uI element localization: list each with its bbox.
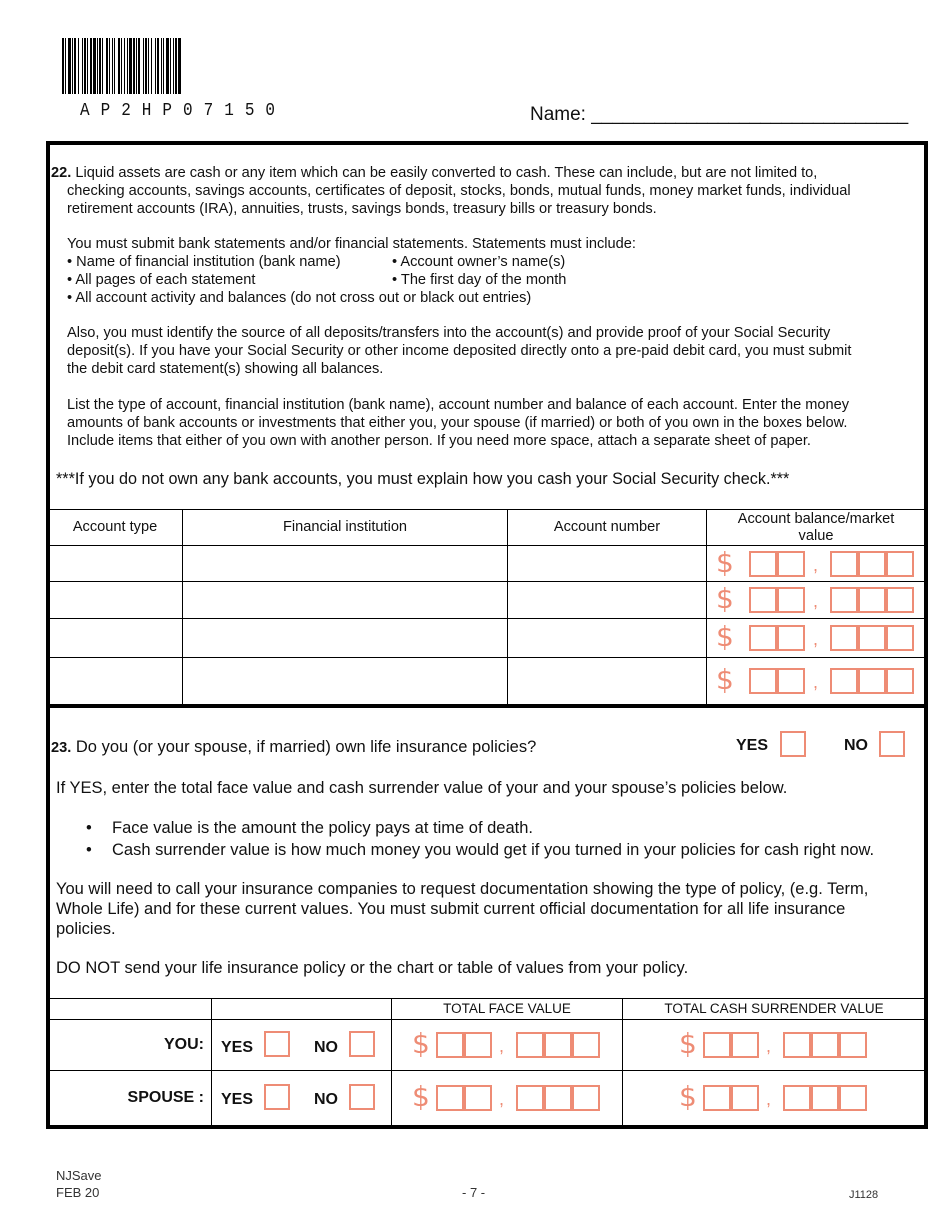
balance-entry-row-1[interactable]: $ ,: [716, 549, 916, 579]
barcode-text: AP2HP07150: [80, 100, 287, 121]
insurance-table-header-rule: [48, 1019, 926, 1020]
row-you-label: YOU:: [164, 1036, 204, 1053]
accounts-table-row-rule: [48, 581, 926, 582]
accounts-table-top-rule: [48, 509, 926, 510]
q23-yes-checkbox[interactable]: [780, 731, 806, 757]
q22-list-line3: Include items that either of you own with another person. If you need more space, attach a separate sheet of paper.: [67, 433, 811, 449]
you-face-value-entry[interactable]: $ ,: [412, 1030, 612, 1060]
accounts-table-row-rule: [48, 657, 926, 658]
accounts-table-col-rule: [507, 509, 508, 706]
you-yes-checkbox[interactable]: [264, 1031, 290, 1057]
insurance-table-row-rule: [48, 1070, 926, 1071]
q23-call-line1: You will need to call your insurance companies to request documentation showing the type of policy, (e.g. Term,: [56, 880, 869, 898]
q22-also-line2: deposit(s). If you have your Social Security or other income deposited directly onto a pre-paid debit card, you must submit: [67, 343, 852, 359]
col-total-face-value: TOTAL FACE VALUE: [443, 1001, 571, 1016]
row-spouse-label: SPOUSE :: [127, 1089, 204, 1106]
spouse-face-value-entry[interactable]: $ ,: [412, 1083, 612, 1113]
footer-date: FEB 20: [56, 1185, 100, 1200]
q22-bullet-owner-name: • Account owner’s name(s): [392, 254, 566, 270]
q23-bullet-dot: •: [86, 841, 92, 859]
q23-no-checkbox[interactable]: [879, 731, 905, 757]
footer-page-number: - 7 -: [462, 1185, 486, 1200]
you-yes-label: YES: [221, 1039, 254, 1056]
col-account-type: Account type: [72, 519, 158, 535]
q22-bullet-all-pages: • All pages of each statement: [67, 272, 256, 288]
name-field[interactable]: Name: ______________________________: [530, 104, 909, 125]
q23-call-line2: Whole Life) and for these current values. You must submit current official documentation for all life insurance: [56, 900, 846, 918]
insurance-table-col-rule: [622, 998, 623, 1127]
q23-bullet-face-value: Face value is the amount the policy pays at time of death.: [112, 819, 533, 837]
col-total-cash-surrender: TOTAL CASH SURRENDER VALUE: [664, 1001, 884, 1016]
q23-no-label: NO: [844, 737, 868, 754]
q22-submit-text: You must submit bank statements and/or financial statements. Statements must include:: [67, 236, 636, 252]
q22-list-line2: amounts of bank accounts or investments that either you, your spouse (if married) or both of you own in the boxes below.: [67, 415, 848, 431]
insurance-table-top-rule: [48, 998, 926, 999]
spouse-no-checkbox[interactable]: [349, 1084, 375, 1110]
q23-bullet-cash-surrender: Cash surrender value is how much money you would get if you turned in your policies for cash right now.: [112, 841, 875, 859]
accounts-table-header-rule: [48, 545, 926, 546]
q22-bullet-bank-name: • Name of financial institution (bank name): [67, 254, 341, 270]
q22-also-line3: the debit card statement(s) showing all balances.: [67, 361, 384, 377]
balance-entry-row-2[interactable]: $ ,: [716, 585, 916, 615]
q22-intro-line3: retirement accounts (IRA), annuities, trusts, savings bonds, treasury bills or treasury bonds.: [67, 201, 657, 217]
barcode: [62, 38, 280, 94]
q23-call-line3: policies.: [56, 920, 116, 938]
accounts-table-col-rule: [182, 509, 183, 706]
insurance-table-col-rule: [211, 998, 212, 1127]
q22-list-line1: List the type of account, financial institution (bank name), account number and balance of each account. Enter the money: [67, 397, 850, 413]
accounts-table-row-rule: [48, 618, 926, 619]
col-account-balance: Account balance/market value: [737, 511, 895, 544]
q22-bullet-activity: • All account activity and balances (do not cross out or black out entries): [67, 290, 532, 306]
footer-form-code: J1128: [849, 1189, 879, 1201]
spouse-yes-checkbox[interactable]: [264, 1084, 290, 1110]
q22-intro-line2: checking accounts, savings accounts, certificates of deposit, stocks, bonds, mutual funds, money market funds, individual: [67, 183, 851, 199]
q23-question: 23. Do you (or your spouse, if married) own life insurance policies?: [51, 738, 537, 756]
q23-if-yes: If YES, enter the total face value and cash surrender value of your and your spouse’s policies below.: [56, 779, 788, 797]
balance-entry-row-3[interactable]: $ ,: [716, 623, 916, 653]
spouse-no-label: NO: [314, 1091, 338, 1108]
q23-bullet-dot: •: [86, 819, 92, 837]
q22-also-line1: Also, you must identify the source of all deposits/transfers into the account(s) and provide proof of your Social Security: [67, 325, 831, 341]
q23-yes-label: YES: [736, 737, 769, 754]
q22-bullet-first-day: • The first day of the month: [392, 272, 567, 288]
you-cash-surrender-entry[interactable]: $ ,: [679, 1030, 879, 1060]
q22-no-bank-note: ***If you do not own any bank accounts, you must explain how you cash your Social Security check.***: [56, 470, 790, 488]
spouse-yes-label: YES: [221, 1091, 254, 1108]
insurance-table-col-rule: [391, 998, 392, 1127]
balance-entry-row-4[interactable]: $ ,: [716, 666, 916, 696]
accounts-table-col-rule: [706, 509, 707, 706]
q22-intro: 22. Liquid assets are cash or any item which can be easily converted to cash. These can include, but are not limited to,: [51, 165, 818, 181]
you-no-checkbox[interactable]: [349, 1031, 375, 1057]
q23-do-not-send: DO NOT send your life insurance policy or the chart or table of values from your policy.: [56, 959, 689, 977]
col-account-number: Account number: [553, 519, 661, 535]
col-financial-institution: Financial institution: [282, 519, 408, 535]
spouse-cash-surrender-entry[interactable]: $ ,: [679, 1083, 879, 1113]
footer-org: NJSave: [56, 1168, 102, 1183]
you-no-label: NO: [314, 1039, 338, 1056]
